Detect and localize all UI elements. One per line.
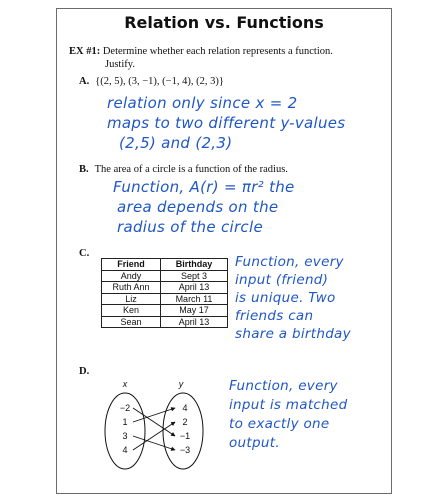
- part-a-text: {(2, 5), (3, −1), (−1, 4), (2, 3)}: [95, 76, 224, 87]
- part-c-answer-line: Function, every: [235, 254, 344, 270]
- table-cell-birthday: April 13: [161, 282, 228, 294]
- table-row: [102, 316, 228, 328]
- part-c-answer-line: input (friend): [235, 272, 329, 288]
- part-d-answer-line: to exactly one: [229, 416, 330, 432]
- mapping-arrow: [133, 436, 175, 450]
- part-c-letter: C.: [79, 248, 90, 259]
- part-d-letter: D.: [79, 366, 90, 377]
- mapping-arrow: [133, 408, 175, 436]
- table-row: [102, 270, 228, 282]
- x-value: 4: [122, 445, 128, 455]
- x-value: 1: [122, 417, 128, 427]
- table-header-birthday: Birthday: [161, 259, 228, 271]
- x-value: 3: [122, 431, 128, 441]
- part-b-question: [79, 163, 288, 176]
- table-row: [102, 293, 228, 305]
- part-b-answer-line: area depends on the: [117, 198, 279, 216]
- part-b-answer-line: Function, A(r) = πr² the: [113, 178, 295, 196]
- part-d-answer: [229, 377, 347, 453]
- y-value: −3: [179, 445, 191, 455]
- table-cell-friend: Ruth Ann: [102, 282, 161, 294]
- example-instruction: Determine whether each relation represents a function.: [102, 46, 333, 57]
- part-d-answer-line: input is matched: [229, 397, 348, 413]
- part-b-text: The area of a circle is a function of the radius.: [94, 164, 288, 175]
- table-cell-friend: Andy: [102, 270, 161, 282]
- table-row: [102, 282, 228, 294]
- example-instruction-cont: Justify.: [105, 59, 135, 70]
- y-value: 4: [182, 403, 188, 413]
- part-c-answer: [235, 253, 351, 343]
- y-value: 2: [182, 417, 188, 427]
- table-cell-birthday: April 13: [161, 316, 228, 328]
- table-cell-friend: Ken: [102, 305, 161, 317]
- mapping-arrow: [133, 422, 175, 450]
- part-d-answer-line: Function, every: [229, 378, 338, 394]
- mapping-diagram: [93, 377, 223, 477]
- part-b-answer-line: radius of the circle: [117, 218, 263, 236]
- part-a-answer: [107, 93, 345, 153]
- table-cell-friend: Liz: [102, 293, 161, 305]
- y-axis-label: y: [178, 379, 184, 389]
- part-a-answer-line: relation only since x = 2: [107, 94, 298, 112]
- table-cell-birthday: March 11: [161, 293, 228, 305]
- table-header-row: [102, 259, 228, 271]
- example-label: EX #1:: [69, 46, 101, 57]
- part-a-answer-line: maps to two different y-values: [107, 114, 346, 132]
- part-b-answer: [113, 177, 295, 237]
- y-value: −1: [179, 431, 191, 441]
- x-axis-label: x: [122, 379, 128, 389]
- part-a-letter: A.: [79, 76, 90, 87]
- table-cell-birthday: Sept 3: [161, 270, 228, 282]
- part-c-answer-line: share a birthday: [235, 326, 351, 342]
- birthday-table: [101, 258, 228, 328]
- worksheet-page: [56, 8, 392, 494]
- example-instructions: [69, 45, 385, 71]
- table-row: [102, 305, 228, 317]
- part-c-answer-line: is unique. Two: [235, 290, 336, 306]
- page-title: Relation vs. Functions: [124, 13, 324, 32]
- part-d-answer-line: output.: [229, 435, 280, 451]
- part-b-letter: B.: [79, 164, 89, 175]
- mapping-arrow: [133, 408, 175, 422]
- part-c-answer-line: friends can: [235, 308, 314, 324]
- part-c-question: [79, 247, 95, 260]
- table-cell-birthday: May 17: [161, 305, 228, 317]
- part-a-answer-line: (2,5) and (2,3): [119, 134, 233, 152]
- part-a-question: [79, 75, 224, 88]
- table-header-friend: Friend: [102, 259, 161, 271]
- table-cell-friend: Sean: [102, 316, 161, 328]
- x-value: −2: [119, 403, 131, 413]
